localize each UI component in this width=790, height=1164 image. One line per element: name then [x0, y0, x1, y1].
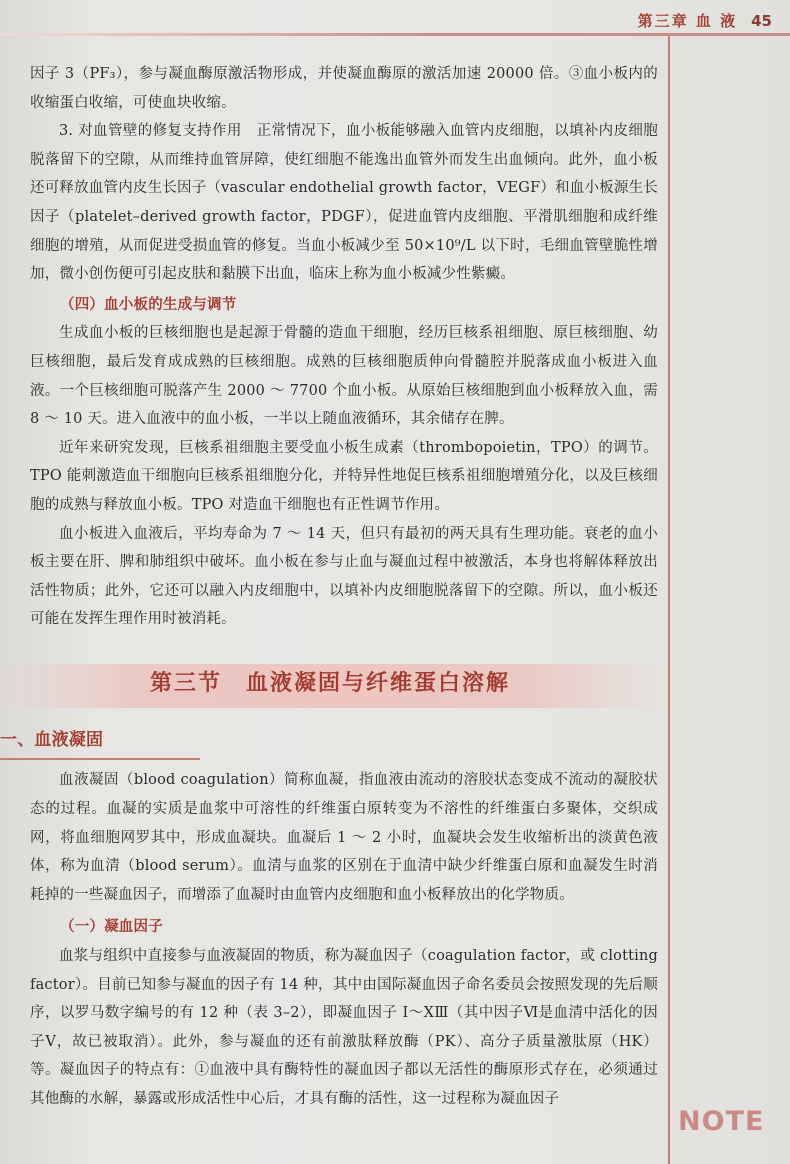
section-banner: [0, 664, 660, 708]
subsection-heading-platelet-production: （四）血小板的生成与调节: [60, 296, 237, 313]
paragraph-clotting-factors: 血浆与组织中直接参与血液凝固的物质，称为凝血因子（coagulation factor，或 clotting factor）。目前已知参与凝血的因子有 14 种，其中由国际凝血因子命名委员会按照发现的先后顺序，以罗马数字编号的有 12 种（表 3–2），即凝血因子 Ⅰ～ⅩⅢ（其中因子Ⅵ是血清中活化的因子Ⅴ，故已被取消）。此外，参与凝血的还有前激肽释放酶（PK）、高分子质量激肽原（HK）等。凝血因子的特点有：①血液中具有酶特性的凝血因子都以无活性的酶原形式存在，必须通过其他酶的水解，暴露或形成活性中心后，才具有酶的活性，这一过程称为凝血因子: [30, 948, 658, 1107]
margin-rule: [668, 36, 670, 1164]
section-title: 第三节 血液凝固与纤维蛋白溶解: [149, 670, 510, 696]
paragraph-vascular-repair: 3. 对血管壁的修复支持作用 正常情况下，血小板能够融入血管内皮细胞，以填补内皮细胞脱落留下的空隙，从而维持血管屏障，使红细胞不能逸出血管外而发生出血倾向。此外，血小板还可释放血管内皮生长因子（vascular endothelial growth factor，VEGF）和血小板源生长因子（platelet–derived growth factor，PDGF），促进血管内皮细胞、平滑肌细胞和成纤维细胞的增殖，从而促进受损血管的修复。当血小板减少至 50×10⁹/L 以下时，毛细血管壁脆性增加，微小创伤便可引起皮肤和黏膜下出血，临床上称为血小板减少性紫癜。: [30, 123, 658, 283]
chapter-title: 第三章 血 液: [637, 12, 738, 30]
subsection-heading-clotting-factors: （一）凝血因子: [60, 919, 163, 936]
paragraph-coagulation: 血液凝固（blood coagulation）简称血凝，指血液由流动的溶胶状态变成不流动的凝胶状态的过程。血凝的实质是血浆中可溶性的纤维蛋白原转变为不溶性的纤维蛋白多聚体，交织成网，将血细胞网罗其中，形成血凝块。血凝后 1 ～ 2 小时，血凝块会发生收缩析出的淡黄色液体，称为血清（blood serum）。血清与血浆的区别在于血清中缺少纤维蛋白原和血凝发生时消耗掉的一些凝血因子，而增添了血凝时由血管内皮细胞和血小板释放出的化学物质。: [30, 772, 658, 903]
header-rule: [0, 33, 790, 36]
paragraph-megakaryocyte: 生成血小板的巨核细胞也是起源于骨髓的造血干细胞，经历巨核系祖细胞、原巨核细胞、幼巨核细胞，最后发育成成熟的巨核细胞。成熟的巨核细胞质伸向骨髓腔并脱落成血小板进入血液。一个巨核细胞可脱落产生 2000 ～ 7700 个血小板。从原始巨核细胞到血小板释放入血，需 8 ～ 10 天。进入血液中的血小板，一半以上随血液循环，其余储存在脾。: [30, 325, 658, 428]
paragraph-platelet-lifespan: 血小板进入血液后，平均寿命为 7 ～ 14 天，但只有最初的两天具有生理功能。衰老的血小板主要在肝、脾和肺组织中破坏。血小板在参与止血与凝血过程中被激活，本身也将解体释放出活性物质；此外，它还可以融入内皮细胞中，以填补内皮细胞脱落留下的空隙。所以，血小板还可能在发挥生理作用时被消耗。: [30, 525, 658, 628]
page-body: [0, 60, 658, 1114]
paragraph-continued: 因子 3（PF₃），参与凝血酶原激活物形成，并使凝血酶原的激活加速 20000 倍。③血小板内的收缩蛋白收缩，可使血块收缩。: [30, 66, 658, 111]
part-heading-coagulation: 一、血液凝固: [0, 726, 200, 761]
note-logo: NOTE: [678, 1106, 765, 1137]
running-head: [638, 10, 772, 31]
paragraph-tpo: 近年来研究发现，巨核系祖细胞主要受血小板生成素（thrombopoietin，TPO）的调节。TPO 能刺激造血干细胞向巨核系祖细胞分化，并特异性地促巨核系祖细胞增殖分化，以及巨核细胞的成熟与释放血小板。TPO 对造血干细胞也有正性调节作用。: [30, 439, 658, 513]
page-number: 45: [751, 12, 772, 30]
